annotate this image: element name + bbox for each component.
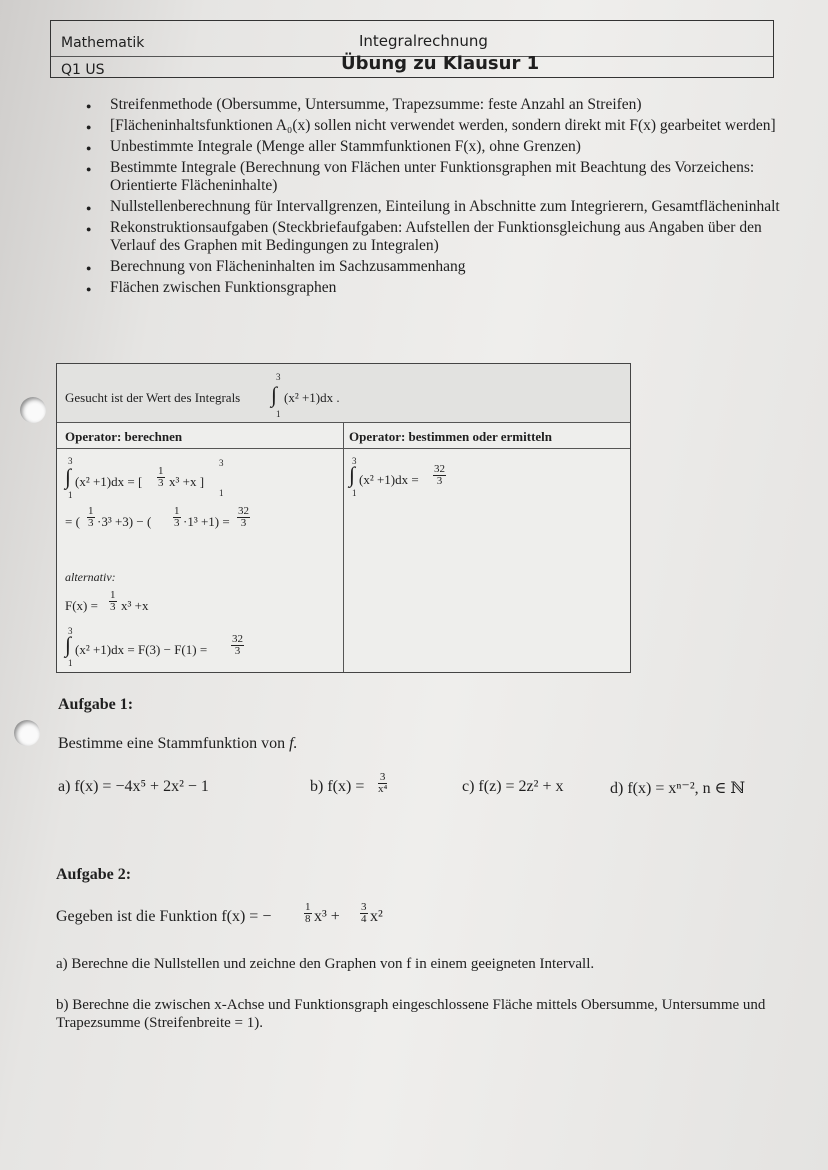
task1-b-den: x⁴ (378, 783, 388, 795)
subject-label: Mathematik (61, 35, 145, 51)
list-item: ● [Flächeninhaltsfunktionen A₀(x) sollen nicht verwendet werden, sondern direkt mit F(x) gearbeitet werden] (86, 117, 786, 135)
task2-end: x² (370, 908, 383, 925)
task1-heading: Aufgabe 1: (58, 696, 134, 713)
result-denominator: 3 (240, 517, 247, 529)
example-integrand: (x² +1)dx . (284, 390, 340, 405)
solution-line-2: = ( $\frac{1}{3}$ ·3³ +3) − ( $\frac{1}{3}$ ·1³ +1) = $\frac{32}{3}$ (65, 505, 249, 529)
topic-label: Integralrechnung (359, 32, 488, 50)
lower-limit: 1 (276, 409, 281, 419)
list-item: ● Unbestimmte Integrale (Menge aller Stammfunktionen F(x), ohne Grenzen) (86, 138, 786, 156)
task1-d: d) f(x) = xⁿ⁻², n ∈ ℕ (610, 780, 746, 797)
task2-function (56, 900, 476, 934)
operator-right: Operator: bestimmen oder ermitteln (349, 429, 553, 444)
list-item: ● Nullstellenberechnung für Intervallgrenzen, Einteilung in Abschnitte zum Integrierern, Gesamtflächeninhalt (86, 198, 786, 216)
class-label: Q1 US (61, 62, 105, 78)
frac-num: 3 (361, 901, 367, 913)
task1-c: c) f(z) = 2z² + x (462, 778, 564, 795)
upper-limit: 3 (276, 372, 281, 382)
task1-prompt-var: f. (289, 735, 298, 752)
task1-b-label: b) f(x) = (310, 778, 365, 795)
list-item: ● Streifenmethode (Obersumme, Untersumme, Trapezsumme: feste Anzahl an Streifen) (86, 96, 786, 114)
list-item: ● Berechnung von Flächeninhalten im Sachzusammenhang (86, 258, 786, 276)
header-box (50, 20, 774, 78)
task1-b (310, 770, 430, 802)
operator-left: Operator: berechnen (65, 429, 183, 444)
task1-b-num: 3 (379, 771, 386, 783)
alternative-label: alternativ: (65, 570, 116, 584)
antiderivative-line: F(x) = $\frac{1}{3}$ x³ +x (65, 589, 149, 613)
topic-list (86, 96, 786, 300)
solution-line-3: 3 ∫ 1 (x² +1)dx = F(3) − F(1) = $\frac{32}{3}$ (65, 626, 243, 668)
task1-a: a) f(x) = −4x⁵ + 2x² − 1 (58, 778, 209, 795)
list-item: ● Bestimmte Integrale (Berechnung von Flächen unter Funktionsgraphen mit Beachtung des Vorzeichens: Orientierte Flächeninhalte) (86, 159, 786, 195)
task2-given: Gegeben ist die Funktion f(x) = − (56, 908, 272, 925)
punch-hole (20, 397, 46, 423)
task2-mid: x³ + (314, 908, 340, 925)
task1-prompt-text: Bestimme eine Stammfunktion von (58, 735, 286, 752)
example-table (56, 363, 631, 673)
frac-den: 8 (305, 913, 311, 925)
solution-line-1: 3 ∫ 1 (x² +1)dx = [ $\frac{1}{3}$ x³ +x ] 3 1 (65, 456, 224, 500)
example-question: Gesucht ist der Wert des Integrals (65, 390, 241, 405)
result-numerator: 32 (238, 505, 249, 517)
task2-b: b) Berechne die zwischen x-Achse und Funktionsgraph eingeschlossene Fläche mittels Obersumme, Untersumme und Trapezsumme (Streifenbreite = 1). (56, 997, 766, 1031)
frac-den: 4 (361, 913, 367, 925)
list-item: ● Flächen zwischen Funktionsgraphen (86, 279, 786, 297)
page-title: Übung zu Klausur 1 (341, 53, 540, 74)
task2-a: a) Berechne die Nullstellen und zeichne den Graphen von f in einem geeigneten Intervall. (56, 956, 595, 972)
frac-num: 1 (305, 901, 311, 913)
task2-heading: Aufgabe 2: (56, 866, 132, 883)
short-solution: 3 ∫ 1 (x² +1)dx = $\frac{32}{3}$ (349, 456, 445, 498)
task1-prompt (58, 735, 298, 753)
list-item: ● Rekonstruktionsaufgaben (Steckbriefaufgaben: Aufstellen der Funktionsgleichung aus Angaben über den Verlauf des Graphen mit Bedingungen zu Integralen) (86, 219, 786, 255)
integral-sign-icon: ∫ (271, 382, 278, 407)
punch-hole (14, 720, 40, 746)
